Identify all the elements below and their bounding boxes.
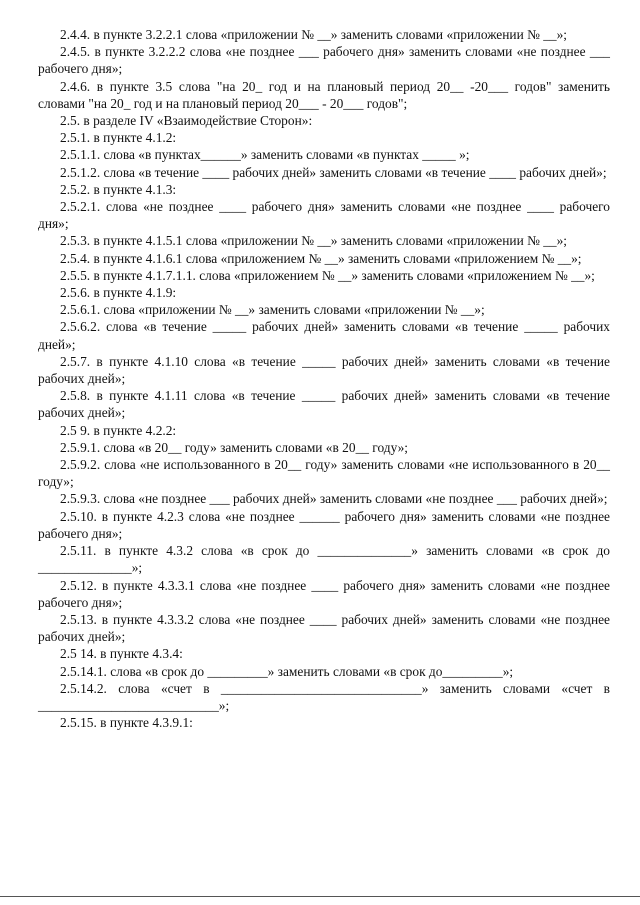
paragraph: 2.5.2.1. слова «не позднее ____ рабочего дня» заменить словами «не позднее ____ рабочего дня»; [38, 199, 610, 232]
paragraph: 2.5 14. в пункте 4.3.4: [60, 646, 183, 662]
paragraph: 2.5.6.2. слова «в течение _____ рабочих дней» заменить словами «в течение _____ рабочих дней»; [38, 319, 610, 352]
paragraph: 2.5.1.1. слова «в пунктах______» заменить словами «в пунктах _____ »; [60, 147, 470, 163]
paragraph: 2.4.4. в пункте 3.2.2.1 слова «приложении № __» заменить словами «приложении № __»; [60, 27, 568, 42]
page-bottom-rule [0, 896, 640, 897]
paragraph: 2.5.7. в пункте 4.1.10 слова «в течение _____ рабочих дней» заменить словами «в течение рабочих дней»; [38, 353, 610, 387]
paragraph: 2.5. в разделе IV «Взаимодействие Сторон»: [60, 113, 313, 129]
paragraph: 2.5.12. в пункте 4.3.3.1 слова «не позднее ____ рабочего дня» заменить словами «не позднее рабочего дня»; [38, 577, 610, 610]
paragraph: 2.5 9. в пункте 4.2.2: [60, 422, 177, 438]
paragraph: 2.5.9.3. слова «не позднее ___ рабочих дней» заменить словами «не позднее ___ рабочих дней»; [60, 491, 608, 507]
paragraph: 2.4.6. в пункте 3.5 слова "на 20_ год и на плановый период 20__ -20___ годов" заменить словами "на 20_ год и на плановый период 20___ - 20___ годов"; [38, 78, 610, 111]
paragraph: 2.5.1. в пункте 4.1.2: [60, 130, 177, 146]
paragraph: 2.5.10. в пункте 4.2.3 слова «не позднее ______ рабочего дня» заменить словами «не позднее рабочего дня»; [38, 508, 610, 541]
paragraph: 2.5.9.1. слова «в 20__ году» заменить словами «в 20__ году»; [60, 439, 409, 455]
paragraph: 2.4.5. в пункте 3.2.2.2 слова «не позднее ___ рабочего дня» заменить словами «не позднее ___ рабочего дня»; [38, 44, 610, 77]
paragraph: 2.5.9.2. слова «не использованного в 20__ году» заменить словами «не использованного в 20__ году»; [38, 457, 610, 490]
paragraph: 2.5.4. в пункте 4.1.6.1 слова «приложением № __» заменить словами «приложением № __»; [60, 250, 582, 266]
paragraph: 2.5.6. в пункте 4.1.9: [60, 285, 177, 301]
paragraph: 2.5.8. в пункте 4.1.11 слова «в течение _____ рабочих дней» заменить словами «в течение рабочих дней»; [38, 388, 610, 421]
paragraph: 2.5.5. в пункте 4.1.7.1.1. слова «приложением № __» заменить словами «приложением № __»; [60, 267, 595, 283]
paragraph: 2.5.14.2. слова «счет в ______________________________» заменить словами «счет в ___________________________»; [38, 680, 610, 713]
paragraph: 2.5.1.2. слова «в течение ____ рабочих дней» заменить словами «в течение ____ рабочих дней»; [60, 164, 607, 180]
paragraph: 2.5.15. в пункте 4.3.9.1: [60, 715, 193, 731]
paragraph: 2.5.13. в пункте 4.3.3.2 слова «не позднее ____ рабочих дней» заменить словами «не позднее рабочих дней»; [38, 611, 610, 645]
paragraph: 2.5.2. в пункте 4.1.3: [60, 181, 177, 197]
paragraph: 2.5.3. в пункте 4.1.5.1 слова «приложении № __» заменить словами «приложении № __»; [60, 233, 568, 249]
paragraph: 2.5.11. в пункте 4.3.2 слова «в срок до ______________» заменить словами «в срок до ______________»; [38, 543, 610, 576]
paragraph: 2.5.14.1. слова «в срок до _________» заменить словами «в срок до_________»; [60, 663, 514, 679]
document-body [38, 26, 610, 731]
paragraph: 2.5.6.1. слова «приложении № __» заменить словами «приложении № __»; [60, 302, 485, 318]
